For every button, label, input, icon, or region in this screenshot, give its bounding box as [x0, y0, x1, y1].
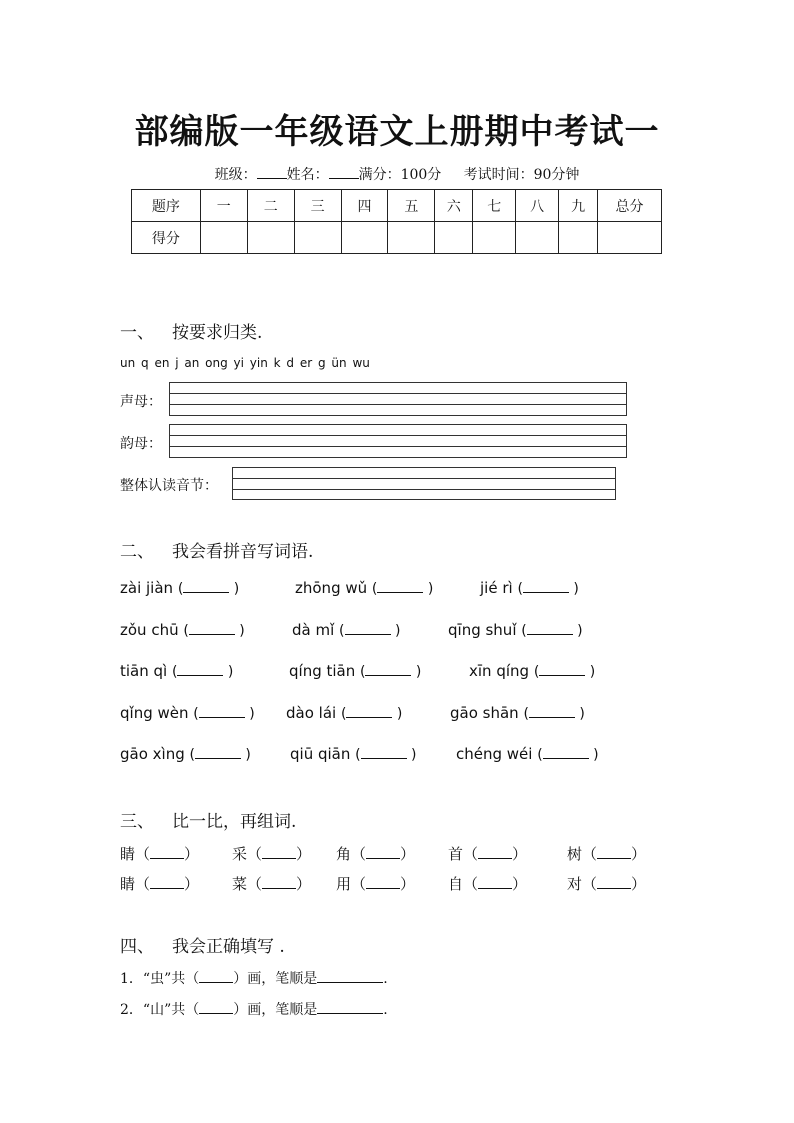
score-cell[interactable]: [247, 222, 294, 254]
answer-blank[interactable]: [195, 748, 241, 759]
answer-blank[interactable]: [366, 848, 400, 859]
pinyin-text: qiū qiān: [290, 745, 351, 763]
yunmu-label: 韵母：: [120, 436, 162, 452]
header-cell: 八: [516, 190, 559, 222]
score-table-score-row: [132, 222, 662, 254]
score-cell[interactable]: [435, 222, 473, 254]
compare-char: 角: [336, 845, 352, 863]
name-label: 姓名：: [286, 167, 329, 183]
class-blank[interactable]: [257, 166, 287, 179]
pinyin-text: qǐng wèn: [120, 704, 189, 722]
compare-item: 自（ ）: [448, 875, 528, 893]
zhengti-writing-box[interactable]: [232, 467, 616, 500]
pinyin-text: chéng wéi: [456, 745, 533, 763]
pinyin-text: zhōng wǔ: [295, 579, 368, 597]
header-cell: 四: [341, 190, 388, 222]
pinyin-item: qíng tiān ( ): [289, 662, 422, 680]
section3-num: 三、: [120, 812, 154, 832]
compare-item: 用（ ）: [336, 875, 416, 893]
name-blank[interactable]: [329, 166, 359, 179]
compare-char: 自: [448, 875, 464, 893]
score-cell[interactable]: [559, 222, 598, 254]
pinyin-item: xīn qíng ( ): [469, 662, 596, 680]
compare-char: 树: [567, 845, 583, 863]
question-end: .: [383, 1002, 388, 1018]
pinyin-text: dào lái: [286, 704, 337, 722]
pinyin-text: qíng tiān: [289, 662, 356, 680]
compare-char: 采: [232, 845, 248, 863]
zhengti-label: 整体认读音节：: [120, 478, 218, 494]
compare-item: 菜（ ）: [232, 875, 312, 893]
header-cell: 题序: [132, 190, 201, 222]
section1-title: [120, 318, 262, 343]
question-prefix: 2．“山”共（: [120, 1002, 200, 1018]
answer-blank[interactable]: [478, 878, 512, 889]
answer-blank[interactable]: [345, 624, 391, 635]
pinyin-text: gāo xìng: [120, 745, 185, 763]
section2-title: [120, 537, 313, 562]
section3-title: [120, 807, 296, 832]
question-prefix: 1．“虫”共（: [120, 971, 200, 987]
section4-num: 四、: [120, 937, 154, 957]
answer-blank[interactable]: [150, 848, 184, 859]
section4-text: 我会正确填写 .: [172, 937, 285, 957]
answer-blank[interactable]: [262, 878, 296, 889]
answer-blank[interactable]: [597, 878, 631, 889]
exam-time: 考试时间：90分钟: [463, 167, 580, 183]
pinyin-text: zǒu chū: [120, 621, 179, 639]
section1-text: 按要求归类.: [172, 323, 263, 343]
pinyin-item: qiū qiān ( ): [290, 745, 417, 763]
header-cell: 三: [294, 190, 341, 222]
answer-blank[interactable]: [199, 707, 245, 718]
answer-blank[interactable]: [361, 748, 407, 759]
header-cell: 总分: [598, 190, 662, 222]
question-2: [120, 999, 388, 1019]
stroke-order-blank[interactable]: [317, 1003, 383, 1014]
answer-blank[interactable]: [529, 707, 575, 718]
section2-num: 二、: [120, 542, 154, 562]
stroke-count-blank[interactable]: [199, 1003, 233, 1014]
compare-item: 树（ ）: [567, 845, 647, 863]
answer-blank[interactable]: [366, 878, 400, 889]
compare-char: 首: [448, 845, 464, 863]
pinyin-item: jié rì ( ): [480, 579, 579, 597]
pinyin-text: dà mǐ: [292, 621, 335, 639]
question-end: .: [383, 971, 388, 987]
pinyin-item: dà mǐ ( ): [292, 621, 401, 639]
pinyin-item: gāo xìng ( ): [120, 745, 251, 763]
compare-item: 对（ ）: [567, 875, 647, 893]
answer-blank[interactable]: [543, 748, 589, 759]
stroke-order-blank[interactable]: [317, 972, 383, 983]
answer-blank[interactable]: [523, 582, 569, 593]
answer-blank[interactable]: [262, 848, 296, 859]
compare-item: 睛（ ）: [120, 845, 200, 863]
page-title: 部编版一年级语文上册期中考试一: [134, 112, 660, 152]
pinyin-item: zhōng wǔ ( ): [295, 579, 434, 597]
header-cell: 七: [473, 190, 516, 222]
answer-blank[interactable]: [346, 707, 392, 718]
score-cell[interactable]: [388, 222, 435, 254]
compare-char: 睛: [120, 875, 136, 893]
pinyin-text: xīn qíng: [469, 662, 530, 680]
compare-item: 首（ ）: [448, 845, 528, 863]
stroke-count-blank[interactable]: [199, 972, 233, 983]
score-cell[interactable]: [598, 222, 662, 254]
exam-info: [0, 164, 794, 184]
shengmu-label: 声母：: [120, 394, 162, 410]
answer-blank[interactable]: [150, 878, 184, 889]
compare-char: 用: [336, 875, 352, 893]
section1-num: 一、: [120, 323, 154, 343]
section2-text: 我会看拼音写词语.: [172, 542, 314, 562]
header-cell: 六: [435, 190, 473, 222]
header-cell: 九: [559, 190, 598, 222]
pinyin-item: dào lái ( ): [286, 704, 403, 722]
answer-blank[interactable]: [597, 848, 631, 859]
pinyin-text: qīng shuǐ: [448, 621, 517, 639]
pinyin-list: un q en j an ong yi yin k d er g ün wu: [120, 356, 370, 370]
pinyin-text: jié rì: [480, 579, 513, 597]
header-cell: 五: [388, 190, 435, 222]
compare-item: 角（ ）: [336, 845, 416, 863]
answer-blank[interactable]: [478, 848, 512, 859]
answer-blank[interactable]: [527, 624, 573, 635]
pinyin-item: tiān qì ( ): [120, 662, 234, 680]
section4-title: [120, 932, 285, 957]
answer-blank[interactable]: [177, 665, 223, 676]
full-score: 满分：100分: [358, 167, 442, 183]
compare-char: 菜: [232, 875, 248, 893]
compare-item: 睛（ ）: [120, 875, 200, 893]
question-mid: ）画，笔顺是: [233, 971, 318, 987]
pinyin-item: qīng shuǐ ( ): [448, 621, 583, 639]
compare-item: 采（ ）: [232, 845, 312, 863]
score-cell[interactable]: [200, 222, 247, 254]
score-cell[interactable]: [473, 222, 516, 254]
answer-blank[interactable]: [539, 665, 585, 676]
answer-blank[interactable]: [183, 582, 229, 593]
compare-char: 睛: [120, 845, 136, 863]
answer-blank[interactable]: [365, 665, 411, 676]
pinyin-item: gāo shān ( ): [450, 704, 585, 722]
row-label: 得分: [132, 222, 201, 254]
shengmu-writing-box[interactable]: [169, 382, 627, 416]
score-cell[interactable]: [341, 222, 388, 254]
yunmu-writing-box[interactable]: [169, 424, 627, 458]
class-label: 班级：: [214, 167, 257, 183]
pinyin-item: qǐng wèn ( ): [120, 704, 255, 722]
question-mid: ）画，笔顺是: [233, 1002, 318, 1018]
compare-char: 对: [567, 875, 583, 893]
pinyin-item: zài jiàn ( ): [120, 579, 240, 597]
answer-blank[interactable]: [377, 582, 423, 593]
score-table: [131, 189, 662, 254]
header-cell: 一: [200, 190, 247, 222]
pinyin-item: chéng wéi ( ): [456, 745, 599, 763]
pinyin-text: zài jiàn: [120, 579, 174, 597]
pinyin-text: tiān qì: [120, 662, 168, 680]
pinyin-text: gāo shān: [450, 704, 519, 722]
question-1: [120, 968, 388, 988]
score-cell[interactable]: [294, 222, 341, 254]
section3-text: 比一比，再组词.: [172, 812, 297, 832]
pinyin-item: zǒu chū ( ): [120, 621, 245, 639]
score-table-header-row: [132, 190, 662, 222]
header-cell: 二: [247, 190, 294, 222]
answer-blank[interactable]: [189, 624, 235, 635]
score-cell[interactable]: [516, 222, 559, 254]
